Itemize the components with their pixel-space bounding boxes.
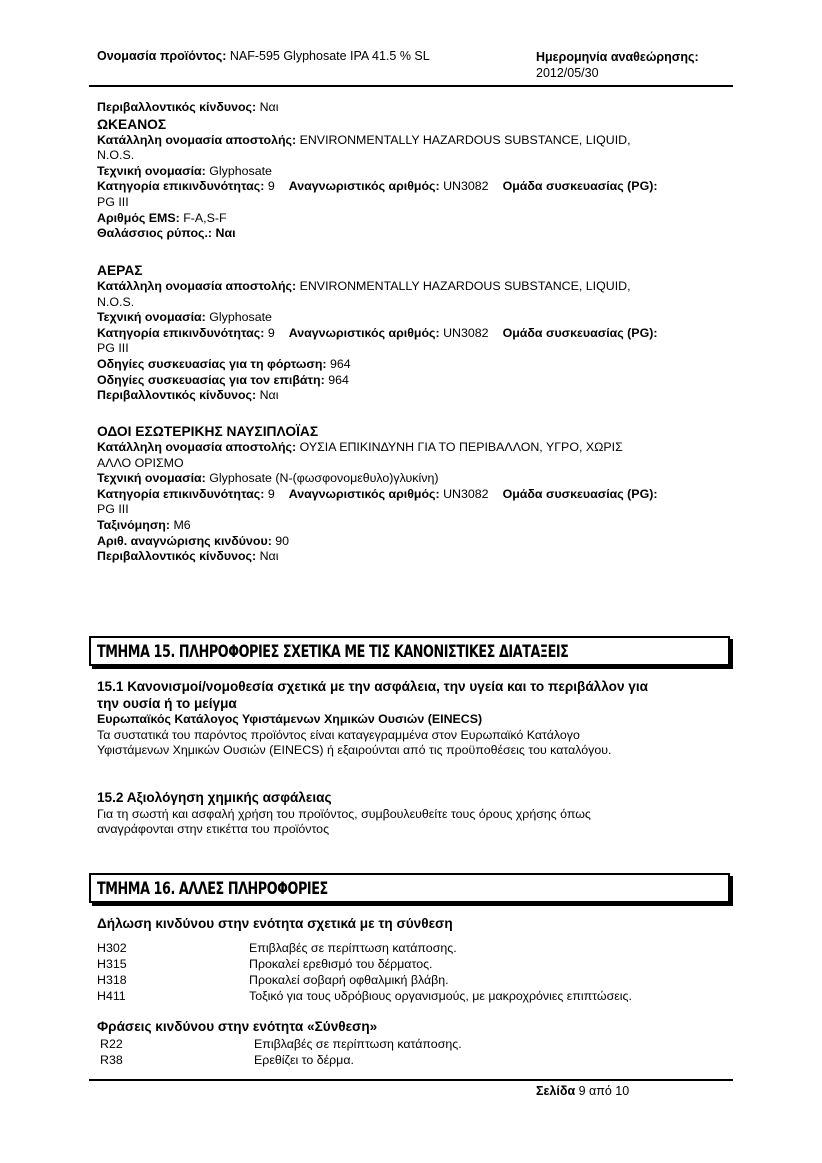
air-passenger-label: Οδηγίες συσκευασίας για τον επιβάτη: bbox=[97, 372, 325, 387]
ocean-ship-value-cont: N.O.S. bbox=[97, 148, 135, 163]
inland-tech-label: Τεχνική ονομασία: bbox=[97, 471, 206, 486]
air-un-value: UN3082 bbox=[443, 325, 489, 340]
ocean-block bbox=[97, 100, 727, 242]
product-name-value: NAF-595 Glyphosate IPA 41.5 % SL bbox=[229, 49, 430, 63]
section-16-header bbox=[89, 873, 730, 903]
inland-title: ΟΔΟΙ ΕΣΩΤΕΡΙΚΗΣ ΝΑΥΣΙΠΛΟΪΑΣ bbox=[97, 424, 319, 439]
h-row-code: H315 bbox=[97, 957, 127, 971]
ocean-ship-value: ENVIRONMENTALLY HAZARDOUS SUBSTANCE, LIQUID, bbox=[299, 132, 631, 147]
product-name-label: Ονομασία προϊόντος: bbox=[97, 49, 227, 63]
air-env-value: Ναι bbox=[259, 388, 279, 403]
h-statements-title: Δήλωση κινδύνου στην ενότητα σχετικά με τη σύνθεση bbox=[97, 916, 453, 931]
sec15-sub2-line2: αναγράφονται στην ετικέττα του προϊόντος bbox=[97, 822, 330, 837]
air-block bbox=[97, 262, 727, 404]
header-divider bbox=[89, 85, 733, 87]
air-ship-label: Κατάλληλη ονομασία αποστολής: bbox=[97, 279, 297, 293]
inland-env-label: Περιβαλλοντικός κίνδυνος: bbox=[97, 549, 257, 564]
h-row-text: Επιβλαβές σε περίπτωση κατάποσης. bbox=[249, 941, 457, 955]
ocean-pg-label: Ομάδα συσκευασίας (PG): bbox=[502, 179, 658, 194]
env-hazard-label: Περιβαλλοντικός κίνδυνος: bbox=[97, 100, 257, 114]
env-hazard-value: Ναι bbox=[259, 100, 279, 114]
inland-un-value: UN3082 bbox=[443, 486, 489, 501]
inland-pg-value: PG III bbox=[97, 502, 129, 517]
air-class-value: 9 bbox=[267, 325, 275, 340]
ocean-class-value: 9 bbox=[267, 179, 275, 194]
ocean-title: ΩΚΕΑΝΟΣ bbox=[97, 116, 167, 132]
air-env-label: Περιβαλλοντικός κίνδυνος: bbox=[97, 388, 257, 403]
inland-env-value: Ναι bbox=[259, 549, 279, 564]
air-pg-value: PG III bbox=[97, 341, 129, 356]
h-row-text: Προκαλεί σοβαρή οφθαλμική βλάβη. bbox=[249, 973, 449, 987]
inland-ship-label: Κατάλληλη ονομασία αποστολής: bbox=[97, 440, 297, 454]
h-row-text: Προκαλεί ερεθισμό του δέρματος. bbox=[249, 957, 433, 971]
h-row-code: H411 bbox=[97, 989, 126, 1003]
section-15-2 bbox=[97, 790, 737, 838]
inland-pg-label: Ομάδα συσκευασίας (PG): bbox=[502, 486, 658, 501]
inland-classif-value: M6 bbox=[173, 517, 191, 532]
h-row-text: Τοξικό για τους υδρόβιους οργανισμούς, με μακροχρόνιες επιπτώσεις. bbox=[249, 989, 632, 1003]
ocean-ems-label: Αριθμός EMS: bbox=[97, 210, 180, 225]
air-cargo-label: Οδηγίες συσκευασίας για τη φόρτωση: bbox=[97, 356, 327, 371]
ocean-pg-value: PG III bbox=[97, 194, 129, 209]
ocean-ship-label: Κατάλληλη ονομασία αποστολής: bbox=[97, 132, 297, 147]
h-row-code: H318 bbox=[97, 973, 127, 987]
einecs-line1: Τα συστατικά του παρόντος προϊόντος είναι καταγεγραμμένα στον Ευρωπαϊκό Κατάλογο bbox=[97, 727, 580, 742]
revision-date-value: 2012/05/30 bbox=[536, 66, 599, 80]
ocean-marine-label: Θαλάσσιος ρύπος.: bbox=[97, 226, 213, 241]
sec15-sub2-title: 15.2 Αξιολόγηση χημικής ασφάλειας bbox=[97, 790, 332, 805]
air-cargo-value: 964 bbox=[330, 356, 351, 371]
inland-hazid-label: Αριθ. αναγνώρισης κινδύνου: bbox=[97, 533, 272, 548]
einecs-title: Ευρωπαϊκός Κατάλογος Υφιστάμενων Χημικών Ουσιών (EINECS) bbox=[97, 712, 483, 726]
air-pg-label: Ομάδα συσκευασίας (PG): bbox=[502, 325, 658, 340]
air-ship-value-cont: N.O.S. bbox=[97, 294, 135, 309]
ocean-un-label: Αναγνωριστικός αριθμός: bbox=[288, 179, 440, 194]
page-number bbox=[536, 1084, 629, 1098]
ocean-un-value: UN3082 bbox=[443, 179, 489, 194]
page-label: Σελίδα bbox=[536, 1084, 576, 1098]
ocean-class-label: Κατηγορία επικινδυνότητας: bbox=[97, 179, 265, 194]
section-15-header bbox=[89, 636, 730, 666]
h-row-code: H302 bbox=[97, 941, 127, 955]
inland-un-label: Αναγνωριστικός αριθμός: bbox=[288, 486, 440, 501]
revision-date-header bbox=[536, 49, 699, 81]
r-row-code: R38 bbox=[100, 1053, 123, 1067]
air-tech-label: Τεχνική ονομασία: bbox=[97, 310, 206, 325]
r-phrases-title: Φράσεις κινδύνου στην ενότητα «Σύνθεση» bbox=[97, 1019, 378, 1034]
air-un-label: Αναγνωριστικός αριθμός: bbox=[288, 325, 440, 340]
r-row-text: Επιβλαβές σε περίπτωση κατάποσης. bbox=[254, 1037, 462, 1051]
sec15-sub1-line2: την ουσία ή το μείγμα bbox=[97, 695, 237, 711]
ocean-marine-value: Ναι bbox=[215, 226, 236, 241]
sec15-sub2-line1: Για τη σωστή και ασφαλή χρήση του προϊόντος, συμβουλευθείτε τους όρους χρήσης όπως bbox=[97, 806, 591, 821]
revision-date-label: Ημερομηνία αναθεώρησης: bbox=[536, 50, 699, 64]
inland-tech-value: Glyphosate (N-(φωσφονομεθυλο)γλυκίνη) bbox=[209, 471, 439, 486]
ocean-tech-value: Glyphosate bbox=[209, 163, 272, 178]
inland-class-label: Κατηγορία επικινδυνότητας: bbox=[97, 486, 265, 501]
air-title: ΑΕΡΑΣ bbox=[97, 263, 143, 278]
einecs-line2: Υφιστάμενων Χημικών Ουσιών (EINECS) ή εξαιρούνται από τις προϋποθέσεις του καταλόγου. bbox=[97, 743, 612, 758]
section-15-title: ΤΜΗΜΑ 15. ΠΛΗΡΟΦΟΡΙΕΣ ΣΧΕΤΙΚΑ ΜΕ ΤΙΣ ΚΑΝΟΝΙΣΤΙΚΕΣ ΔΙΑΤΑΞΕΙΣ bbox=[97, 642, 569, 661]
footer-divider bbox=[89, 1079, 733, 1081]
inland-hazid-value: 90 bbox=[275, 533, 290, 548]
ocean-tech-label: Τεχνική ονομασία: bbox=[97, 163, 206, 178]
inland-block bbox=[97, 423, 727, 565]
sec15-sub1-line1: 15.1 Κανονισμοί/νομοθεσία σχετικά με την ασφάλεια, την υγεία και το περιβάλλον για bbox=[97, 679, 648, 694]
page-count: 9 από 10 bbox=[578, 1084, 630, 1098]
air-passenger-value: 964 bbox=[328, 372, 349, 387]
ocean-ems-value: F-A,S-F bbox=[183, 210, 227, 225]
air-class-label: Κατηγορία επικινδυνότητας: bbox=[97, 325, 265, 340]
inland-ship-value: ΟΥΣΙΑ ΕΠΙΚΙΝΔΥΝΗ ΓΙΑ ΤΟ ΠΕΡΙΒΑΛΛΟΝ, ΥΓΡΟ, ΧΩΡΙΣ bbox=[299, 440, 623, 454]
r-row-text: Ερεθίζει το δέρμα. bbox=[254, 1053, 354, 1067]
product-name-header bbox=[97, 49, 430, 63]
air-ship-value: ENVIRONMENTALLY HAZARDOUS SUBSTANCE, LIQUID, bbox=[299, 279, 631, 293]
inland-classif-label: Ταξινόμηση: bbox=[97, 517, 171, 532]
section-16-title: ΤΜΗΜΑ 16. ΑΛΛΕΣ ΠΛΗΡΟΦΟΡΙΕΣ bbox=[97, 879, 328, 898]
inland-ship-value-cont: ΑΛΛΟ ΟΡΙΣΜΟ bbox=[97, 455, 184, 470]
r-row-code: R22 bbox=[100, 1037, 123, 1051]
inland-class-value: 9 bbox=[267, 486, 275, 501]
air-tech-value: Glyphosate bbox=[209, 310, 272, 325]
section-15-body bbox=[97, 679, 737, 759]
